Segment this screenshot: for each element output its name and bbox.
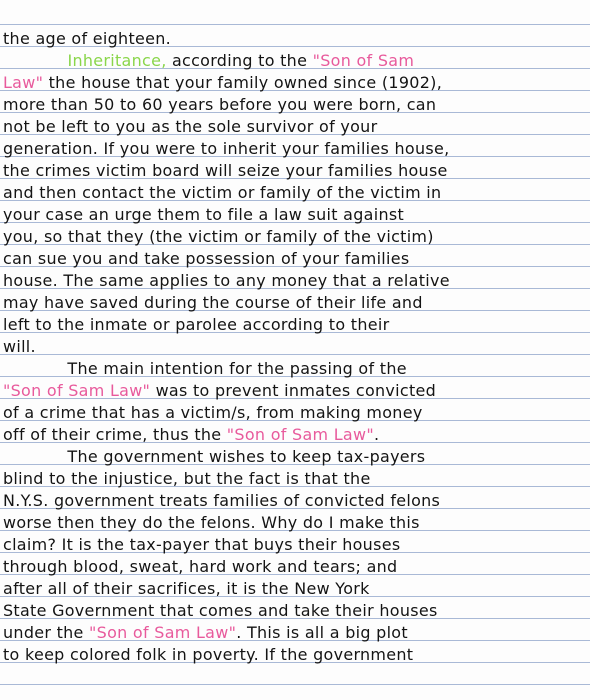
text-segment: and then contact the victim or family of the victim in (3, 183, 442, 202)
text-segment: blind to the injustice, but the fact is that the (3, 469, 371, 488)
text-line (3, 446, 583, 468)
text-line (3, 50, 583, 72)
text-line (3, 72, 583, 94)
text-segment: . This is all a big plot (236, 623, 408, 642)
text-line (3, 292, 583, 314)
text-segment: house. The same applies to any money that a relative (3, 271, 450, 290)
text-segment (3, 51, 67, 70)
text-line (3, 578, 583, 600)
text-segment: was to prevent inmates convicted (150, 381, 437, 400)
text-segment-pink: Law" (3, 73, 44, 92)
text-segment: may have saved during the course of their life and (3, 293, 423, 312)
text-line (3, 622, 583, 644)
text-segment: your case an urge them to file a law suit against (3, 205, 405, 224)
text-segment-green: Inheritance, (67, 51, 167, 70)
text-line (3, 644, 583, 666)
text-segment: of a crime that has a victim/s, from making money (3, 403, 423, 422)
text-line (3, 116, 583, 138)
text-segment-pink: "Son of Sam Law" (226, 425, 374, 444)
text-segment: off of their crime, thus the (3, 425, 227, 444)
text-line (3, 138, 583, 160)
text-line (3, 358, 583, 380)
text-line (3, 182, 583, 204)
text-segment: to keep colored folk in poverty. If the government (3, 645, 414, 664)
text-line (3, 556, 583, 578)
text-segment: N.Y.S. government treats families of convicted felons (3, 491, 441, 510)
text-segment: the house that your family owned since (1902), (43, 73, 443, 92)
text-line (3, 336, 583, 358)
text-segment-pink: "Son of Sam Law" (89, 623, 237, 642)
text-segment: The main intention for the passing of the (3, 359, 407, 378)
text-line (3, 160, 583, 182)
text-line (3, 314, 583, 336)
text-segment: the crimes victim board will seize your families house (3, 161, 448, 180)
text-segment-pink: "Son of Sam (312, 51, 415, 70)
text-line (3, 226, 583, 248)
text-segment: after all of their sacrifices, it is the New York (3, 579, 370, 598)
text-line (3, 28, 583, 50)
text-segment: claim? It is the tax-payer that buys their houses (3, 535, 401, 554)
text-line (3, 402, 583, 424)
text-line (3, 600, 583, 622)
text-segment: . (373, 425, 380, 444)
text-segment: the age of eighteen. (3, 29, 172, 48)
text-segment: not be left to you as the sole survivor of your (3, 117, 378, 136)
text-line (3, 424, 583, 446)
text-line (3, 94, 583, 116)
text-line (3, 270, 583, 292)
text-segment: more than 50 to 60 years before you were born, can (3, 95, 437, 114)
text-line (3, 248, 583, 270)
text-line (3, 204, 583, 226)
text-segment: through blood, sweat, hard work and tears; and (3, 557, 398, 576)
text-segment: under the (3, 623, 90, 642)
text-segment-pink: "Son of Sam Law" (3, 381, 151, 400)
text-segment: left to the inmate or parolee according to their (3, 315, 390, 334)
text-segment: generation. If you were to inherit your families house, (3, 139, 450, 158)
text-line (3, 490, 583, 512)
text-line (3, 534, 583, 556)
text-segment: worse then they do the felons. Why do I make this (3, 513, 420, 532)
text-segment: you, so that they (the victim or family of the victim) (3, 227, 434, 246)
text-segment: The government wishes to keep tax-payers (3, 447, 426, 466)
text-line (3, 468, 583, 490)
handwritten-text-block (3, 28, 585, 666)
text-segment: will. (3, 337, 36, 356)
text-line (3, 380, 583, 402)
text-line (3, 512, 583, 534)
text-segment: according to the (166, 51, 313, 70)
text-segment: State Government that comes and take their houses (3, 601, 438, 620)
text-segment: can sue you and take possession of your families (3, 249, 410, 268)
